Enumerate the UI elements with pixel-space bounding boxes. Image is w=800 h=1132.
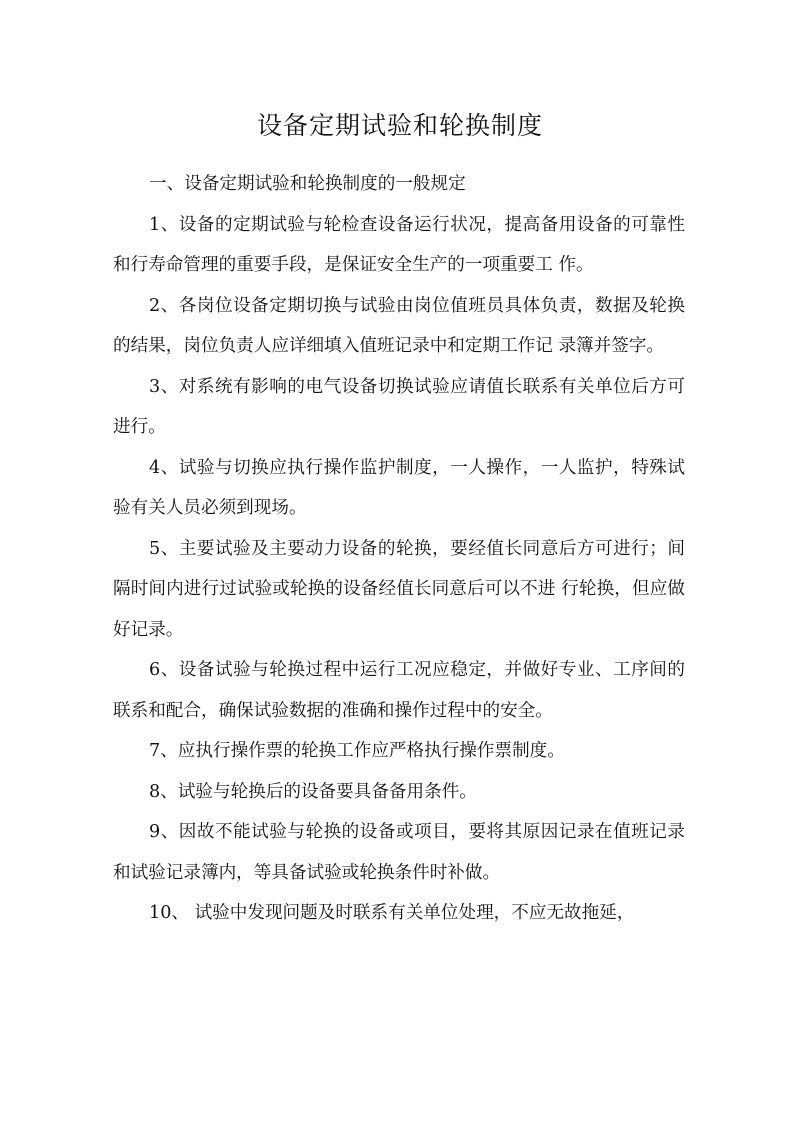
document-body — [113, 164, 685, 934]
paragraph-5: 5、主要试验及主要动力设备的轮换，要经值长同意后方可进行；间隔时间内进行过试验或轮换的设备经值长同意后可以不进 行轮换，但应做好记录。 — [113, 538, 685, 640]
paragraph-3: 3、对系统有影响的电气设备切换试验应请值长联系有关单位后方可进行。 — [113, 376, 685, 437]
paragraph-2: 2、各岗位设备定期切换与试验由岗位值班员具体负责，数据及轮换的结果，岗位负责人应详细填入值班记录中和定期工作记 录簿并签字。 — [113, 295, 685, 356]
paragraph-9: 9、因故不能试验与轮换的设备或项目，要将其原因记录在值班记录和试验记录簿内，等具备试验或轮换条件时补做。 — [113, 822, 685, 883]
paragraph-4: 4、试验与切换应执行操作监护制度，一人操作，一人监护，特殊试验有关人员必须到现场。 — [113, 457, 685, 518]
paragraph-7: 7、应执行操作票的轮换工作应严格执行操作票制度。 — [149, 741, 565, 761]
paragraph-10: 10、 试验中发现问题及时联系有关单位处理，不应无故拖延， — [149, 903, 635, 923]
paragraph-6: 6、设备试验与轮换过程中运行工况应稳定，并做好专业、工序间的联系和配合，确保试验数据的准确和操作过程中的安全。 — [113, 660, 685, 721]
paragraph-1: 1、设备的定期试验与轮检查设备运行状况，提高备用设备的可靠性和行寿命管理的重要手段，是保证安全生产的一项重要工 作。 — [113, 214, 685, 275]
paragraph-8: 8、试验与轮换后的设备要具备备用条件。 — [149, 781, 477, 802]
section-heading: 一、设备定期试验和轮换制度的一般规定 — [149, 174, 466, 194]
document-title: 设备定期试验和轮换制度 — [256, 111, 543, 140]
